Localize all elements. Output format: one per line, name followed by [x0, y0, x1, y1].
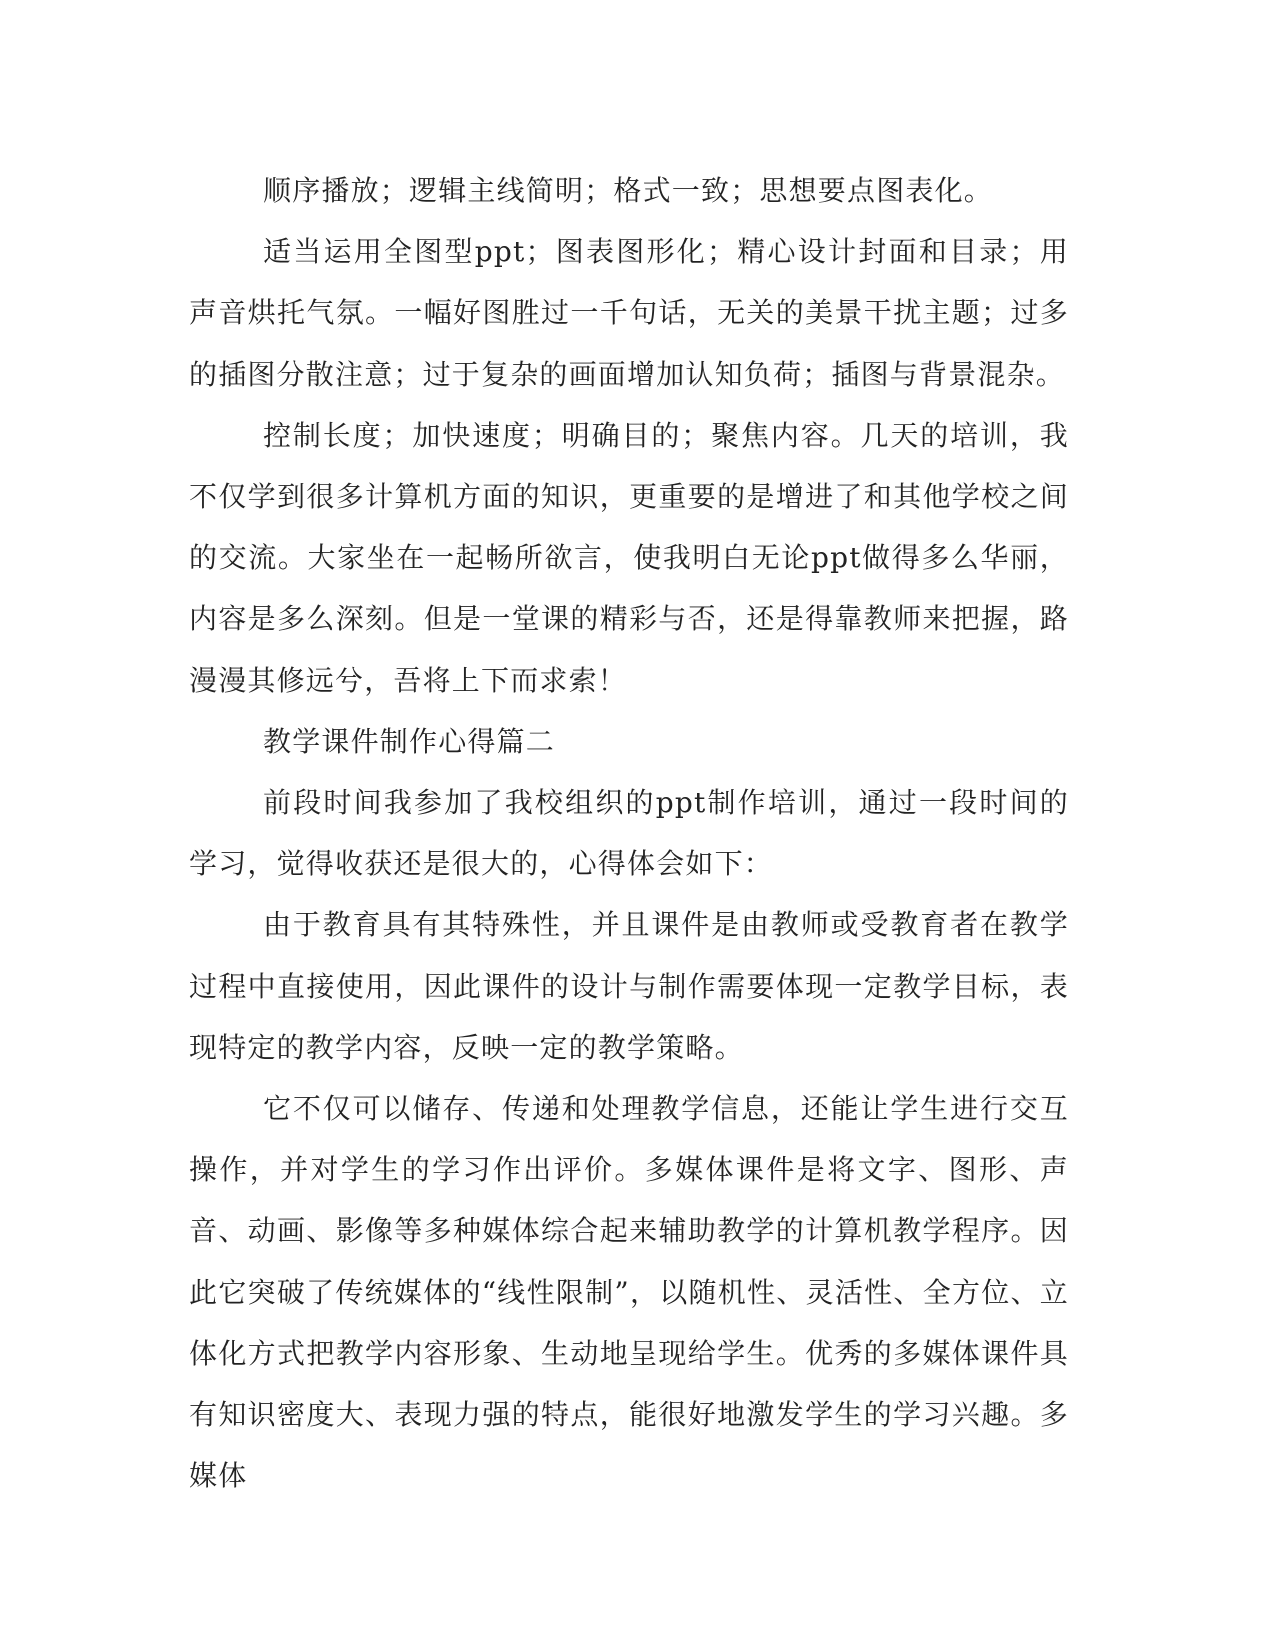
paragraph-multimedia-courseware: 它不仅可以储存、传递和处理教学信息，还能让学生进行交互操作，并对学生的学习作出评价。多媒体课件是将文字、图形、声音、动画、影像等多种媒体综合起来辅助教学的计算机教学程序。因此它突破了传统媒体的“线性限制”，以随机性、灵活性、全方位、立体化方式把教学内容形象、生动地呈现给学生。优秀的多媒体课件具有知识密度大、表现力强的特点，能很好地激发学生的学习兴趣。多媒体 [189, 1092, 1069, 1493]
paragraph-courseware-design: 由于教育具有其特殊性，并且课件是由教师或受教育者在教学过程中直接使用，因此课件的设计与制作需要体现一定教学目标，表现特定的教学内容，反映一定的教学策略。 [189, 908, 1069, 1064]
paragraph-training-intro: 前段时间我参加了我校组织的ppt制作培训，通过一段时间的学习，觉得收获还是很大的，心得体会如下： [189, 786, 1069, 881]
section-heading-part-two: 教学课件制作心得篇二 [263, 724, 556, 758]
paragraph-playback-order: 顺序播放；逻辑主线简明；格式一致；思想要点图表化。 [263, 174, 994, 207]
paragraph-full-image-ppt: 适当运用全图型ppt；图表图形化；精心设计封面和目录；用声音烘托气氛。一幅好图胜过一千句话，无关的美景干扰主题；过多的插图分散注意；过于复杂的画面增加认知负荷；插图与背景混杂。 [189, 235, 1069, 391]
paragraph-training-summary: 控制长度；加快速度；明确目的；聚焦内容。几天的培训，我不仅学到很多计算机方面的知识，更重要的是增进了和其他学校之间的交流。大家坐在一起畅所欲言，使我明白无论ppt做得多么华丽，内容是多么深刻。但是一堂课的精彩与否，还是得靠教师来把握，路漫漫其修远兮，吾将上下而求索！ [189, 418, 1069, 697]
document-body [189, 160, 1069, 1506]
